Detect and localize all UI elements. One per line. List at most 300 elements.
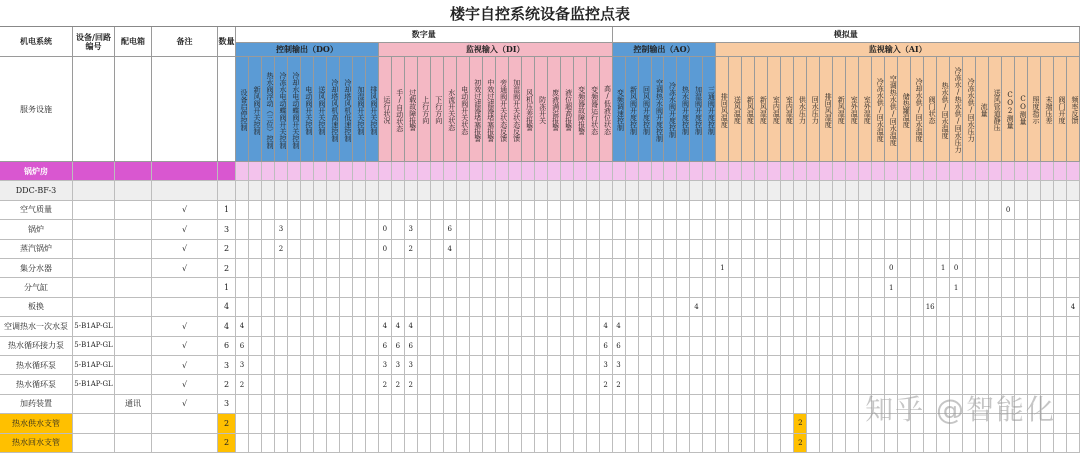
table-cell [366, 337, 379, 356]
table-cell [236, 259, 249, 278]
table-cell [1002, 337, 1015, 356]
table-cell [314, 181, 327, 200]
table-cell [963, 240, 976, 259]
row-cabinet [115, 317, 152, 336]
table-cell [574, 395, 587, 414]
table-cell [418, 240, 431, 259]
table-cell [729, 220, 742, 239]
table-cell [859, 317, 872, 336]
table-cell [781, 259, 794, 278]
table-cell [911, 220, 924, 239]
table-cell [262, 278, 275, 297]
table-cell [418, 356, 431, 375]
table-cell [911, 375, 924, 394]
table-cell [820, 337, 833, 356]
table-cell [353, 220, 366, 239]
row-system-name: 热水循环泵 [0, 356, 73, 375]
table-cell [781, 240, 794, 259]
table-cell [742, 375, 755, 394]
table-cell [262, 298, 275, 317]
table-cell [340, 317, 353, 336]
table-cell [457, 375, 470, 394]
row-system-name: 热水循环接力泵 [0, 337, 73, 356]
table-cell [794, 278, 807, 297]
column-label: 防冻开关 [535, 57, 548, 162]
table-cell [275, 375, 288, 394]
table-cell [807, 298, 820, 317]
table-cell [703, 240, 716, 259]
column-label: 冷冻水阀开度控制 [664, 57, 677, 162]
table-cell [664, 259, 677, 278]
table-cell [587, 337, 600, 356]
table-cell [431, 317, 444, 336]
table-cell [1054, 162, 1067, 181]
table-cell [768, 317, 781, 336]
row-device-no [73, 220, 115, 239]
table-cell [807, 220, 820, 239]
table-cell [794, 337, 807, 356]
table-cell [807, 434, 820, 453]
table-cell [496, 181, 509, 200]
table-cell [613, 201, 626, 220]
table-cell [898, 220, 911, 239]
column-label: 冷冻水供/回水温度 [872, 57, 885, 162]
header-system-area: 服务设施 [0, 57, 73, 162]
table-cell [950, 220, 963, 239]
table-cell [353, 434, 366, 453]
table-cell: 1 [950, 278, 963, 297]
table-cell [340, 375, 353, 394]
table-cell [522, 278, 535, 297]
column-label: 送风温度 [729, 57, 742, 162]
table-cell [859, 240, 872, 259]
header-cabinet-area [115, 57, 152, 162]
row-cabinet [115, 259, 152, 278]
table-cell [768, 162, 781, 181]
table-cell [457, 259, 470, 278]
table-cell [600, 220, 613, 239]
table-cell [677, 395, 690, 414]
table-cell [483, 395, 496, 414]
table-cell [600, 278, 613, 297]
table-cell [885, 317, 898, 336]
table-cell [444, 337, 457, 356]
table-cell [587, 278, 600, 297]
table-cell [379, 434, 392, 453]
table-cell [794, 259, 807, 278]
table-cell [288, 181, 301, 200]
table-cell [677, 317, 690, 336]
table-cell [885, 395, 898, 414]
table-cell [288, 278, 301, 297]
table-cell [574, 298, 587, 317]
table-cell [418, 395, 431, 414]
table-cell [288, 259, 301, 278]
table-cell [652, 201, 665, 220]
table-cell [587, 181, 600, 200]
table-cell: 6 [379, 337, 392, 356]
table-cell [639, 220, 652, 239]
table-cell [288, 337, 301, 356]
table-cell [613, 278, 626, 297]
table-cell [639, 356, 652, 375]
header-remark: 备注 [152, 27, 218, 57]
table-cell [885, 240, 898, 259]
column-label: 旁通阀开关状态反馈 [496, 57, 509, 162]
table-cell [898, 259, 911, 278]
table-cell [587, 240, 600, 259]
table-cell [768, 375, 781, 394]
table-cell [561, 414, 574, 433]
row-remark [152, 181, 218, 200]
column-label: 送风阀开关控制 [314, 57, 327, 162]
table-cell [950, 395, 963, 414]
table-cell [652, 414, 665, 433]
table-cell [846, 220, 859, 239]
table-cell [1015, 298, 1028, 317]
table-cell [444, 434, 457, 453]
table-cell [652, 395, 665, 414]
table-cell [768, 434, 781, 453]
table-cell [353, 278, 366, 297]
table-cell [755, 240, 768, 259]
table-cell [963, 201, 976, 220]
header-digital: 数字量 [236, 27, 613, 43]
table-cell [470, 375, 483, 394]
table-cell [833, 181, 846, 200]
table-cell [548, 298, 561, 317]
table-cell [742, 259, 755, 278]
table-cell [807, 317, 820, 336]
table-cell [574, 317, 587, 336]
table-cell: 3 [275, 220, 288, 239]
table-cell [664, 298, 677, 317]
table-cell [444, 278, 457, 297]
table-cell [275, 414, 288, 433]
table-cell [249, 298, 262, 317]
table-cell [587, 434, 600, 453]
table-cell [522, 259, 535, 278]
table-cell: 3 [405, 220, 418, 239]
table-cell [626, 201, 639, 220]
column-label: 新风温度 [742, 57, 755, 162]
table-cell [755, 356, 768, 375]
table-cell [807, 201, 820, 220]
table-cell [652, 337, 665, 356]
table-cell [340, 414, 353, 433]
table-cell [535, 278, 548, 297]
row-cabinet [115, 220, 152, 239]
table-cell [444, 317, 457, 336]
table-cell: 0 [885, 259, 898, 278]
table-cell [470, 434, 483, 453]
table-cell [327, 278, 340, 297]
table-cell [340, 298, 353, 317]
table-cell [1028, 434, 1041, 453]
table-cell [366, 375, 379, 394]
table-cell [976, 162, 989, 181]
table-cell [613, 220, 626, 239]
table-cell [1067, 434, 1080, 453]
table-cell [249, 375, 262, 394]
table-cell [327, 317, 340, 336]
column-label: 新风湿度 [755, 57, 768, 162]
column-label: 冷冻水/热水供/回水压力 [950, 57, 963, 162]
table-cell [664, 434, 677, 453]
table-cell [781, 434, 794, 453]
table-cell [872, 375, 885, 394]
table-cell [275, 259, 288, 278]
table-cell [275, 356, 288, 375]
table-cell [924, 337, 937, 356]
table-cell [755, 259, 768, 278]
table-cell [794, 162, 807, 181]
table-cell [405, 162, 418, 181]
table-cell [262, 259, 275, 278]
column-label: 初效过滤器堵塞报警 [470, 57, 483, 162]
table-cell [314, 201, 327, 220]
column-label: 变频调速控制 [613, 57, 626, 162]
table-cell [742, 181, 755, 200]
table-cell [301, 181, 314, 200]
table-cell [457, 317, 470, 336]
table-cell [522, 298, 535, 317]
table-cell [262, 414, 275, 433]
row-remark [152, 162, 218, 181]
table-cell [418, 278, 431, 297]
table-cell [859, 298, 872, 317]
table-cell [924, 278, 937, 297]
table-cell [522, 414, 535, 433]
table-cell [288, 375, 301, 394]
table-cell [937, 375, 950, 394]
table-cell [366, 240, 379, 259]
row-qty [218, 181, 236, 200]
table-cell [768, 337, 781, 356]
table-cell [392, 434, 405, 453]
table-cell [340, 220, 353, 239]
table-cell [561, 259, 574, 278]
table-cell [1028, 414, 1041, 433]
table-cell [1067, 375, 1080, 394]
table-cell [1067, 337, 1080, 356]
table-cell [820, 414, 833, 433]
table-cell [976, 181, 989, 200]
table-cell [600, 201, 613, 220]
table-cell [353, 259, 366, 278]
table-cell [976, 298, 989, 317]
table-cell [820, 240, 833, 259]
table-cell [405, 395, 418, 414]
table-cell [431, 181, 444, 200]
table-cell [703, 298, 716, 317]
table-cell [574, 278, 587, 297]
table-cell [1054, 337, 1067, 356]
table-cell [470, 298, 483, 317]
table-cell [392, 395, 405, 414]
table-cell [288, 162, 301, 181]
table-cell [340, 395, 353, 414]
row-qty: 3 [218, 395, 236, 414]
table-cell [859, 201, 872, 220]
table-cell [483, 259, 496, 278]
table-cell [587, 162, 600, 181]
table-cell [911, 201, 924, 220]
table-cell [1041, 162, 1054, 181]
table-cell [976, 317, 989, 336]
table-cell [963, 220, 976, 239]
table-cell [963, 181, 976, 200]
row-device-no [73, 181, 115, 200]
table-cell [924, 356, 937, 375]
column-label: 高/低液位状态 [600, 57, 613, 162]
table-cell [652, 434, 665, 453]
table-cell [677, 259, 690, 278]
table-cell [677, 434, 690, 453]
column-label: 室内温度 [768, 57, 781, 162]
table-cell [652, 317, 665, 336]
table-cell [431, 356, 444, 375]
table-cell [703, 201, 716, 220]
table-cell [976, 278, 989, 297]
table-cell [729, 298, 742, 317]
row-cabinet [115, 298, 152, 317]
table-cell [859, 162, 872, 181]
table-cell [249, 201, 262, 220]
table-cell [509, 337, 522, 356]
table-cell [1002, 298, 1015, 317]
table-cell [1041, 337, 1054, 356]
table-cell [1067, 356, 1080, 375]
table-cell [522, 181, 535, 200]
table-cell [950, 298, 963, 317]
table-cell [729, 240, 742, 259]
table-cell [703, 181, 716, 200]
table-cell [548, 317, 561, 336]
table-cell [1002, 356, 1015, 375]
table-cell [418, 201, 431, 220]
table-cell [807, 337, 820, 356]
table-cell [937, 240, 950, 259]
table-cell [1041, 181, 1054, 200]
table-cell [418, 181, 431, 200]
table-cell [340, 259, 353, 278]
table-cell [781, 201, 794, 220]
column-label: 液位超高报警 [561, 57, 574, 162]
table-cell [626, 375, 639, 394]
table-cell [742, 395, 755, 414]
table-cell [431, 375, 444, 394]
table-cell [833, 317, 846, 336]
table-cell [755, 220, 768, 239]
column-label: 送风管道静压 [989, 57, 1002, 162]
table-cell [742, 434, 755, 453]
table-cell [418, 414, 431, 433]
table-cell [872, 395, 885, 414]
table-cell [275, 298, 288, 317]
table-cell [561, 356, 574, 375]
table-cell [249, 240, 262, 259]
table-cell [1028, 356, 1041, 375]
table-cell [794, 395, 807, 414]
table-cell [781, 298, 794, 317]
table-cell [924, 375, 937, 394]
table-cell [768, 278, 781, 297]
table-cell [548, 181, 561, 200]
row-system-name: 集分水器 [0, 259, 73, 278]
row-qty: 1 [218, 278, 236, 297]
table-cell [911, 298, 924, 317]
header-ao-group: 控制输出（AO） [613, 43, 717, 57]
table-cell [898, 375, 911, 394]
table-cell [1028, 181, 1041, 200]
row-qty: 6 [218, 337, 236, 356]
table-cell [392, 181, 405, 200]
table-cell [664, 395, 677, 414]
row-remark: √ [152, 259, 218, 278]
sheet-title: 楼宇自控系统设备监控点表 [0, 0, 1080, 27]
table-cell [950, 317, 963, 336]
table-cell [327, 201, 340, 220]
table-cell [626, 298, 639, 317]
table-cell [846, 317, 859, 336]
table-cell [768, 356, 781, 375]
table-cell: 4 [236, 317, 249, 336]
table-cell [483, 181, 496, 200]
table-cell [509, 201, 522, 220]
table-cell [405, 298, 418, 317]
table-cell [1028, 337, 1041, 356]
table-cell [405, 278, 418, 297]
column-label: CO测量 [1015, 57, 1028, 162]
table-cell [405, 181, 418, 200]
column-label: 储热罐温度 [898, 57, 911, 162]
row-system-name: 锅炉房 [0, 162, 73, 181]
table-cell [496, 240, 509, 259]
table-cell [794, 356, 807, 375]
table-cell [937, 298, 950, 317]
table-cell [1041, 298, 1054, 317]
table-cell [898, 298, 911, 317]
row-qty: 2 [218, 414, 236, 433]
table-cell [963, 434, 976, 453]
table-cell [483, 162, 496, 181]
table-cell [1054, 375, 1067, 394]
table-cell [989, 434, 1002, 453]
table-cell [1028, 375, 1041, 394]
table-cell [236, 434, 249, 453]
table-cell [444, 375, 457, 394]
table-cell [846, 375, 859, 394]
table-cell [755, 434, 768, 453]
table-cell [379, 278, 392, 297]
header-device-no-area [73, 57, 115, 162]
column-label: 排回风湿度 [820, 57, 833, 162]
table-cell [1054, 298, 1067, 317]
table-cell [989, 375, 1002, 394]
table-cell [509, 414, 522, 433]
table-cell [652, 298, 665, 317]
table-cell [846, 181, 859, 200]
row-remark: √ [152, 201, 218, 220]
table-cell [950, 356, 963, 375]
table-cell [587, 375, 600, 394]
table-cell [911, 162, 924, 181]
table-cell [820, 375, 833, 394]
table-cell [405, 201, 418, 220]
row-system-name: 空气质量 [0, 201, 73, 220]
table-cell [729, 414, 742, 433]
